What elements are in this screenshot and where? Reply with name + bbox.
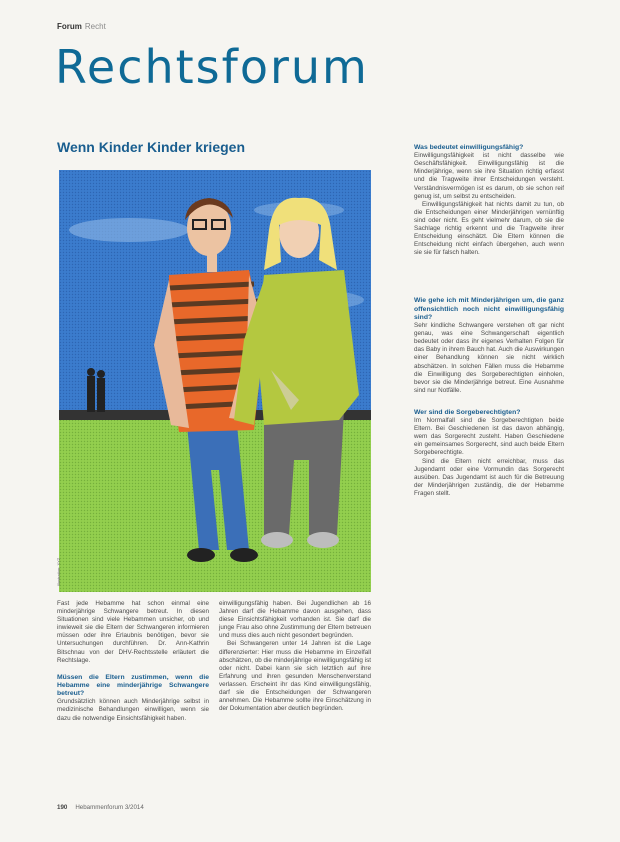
question-heading: Wer sind die Sorgeberechtigten? [414,408,521,416]
answer-paragraph: Einwilligungsfähigkeit hat nichts damit zu tun, ob die Entscheidungen einer Minderjährigen vernünftig sind oder nicht. Es geht vielmehr darum, ob sie die Sachlage richtig erkennt und die Tragweite ihrer Entscheidung einschätzt. Die Eltern können die Entscheidung nicht einfach übergehen, auch wenn sie sie für falsch halten. [414,200,564,257]
illustration [56,170,371,592]
question-heading: Was bedeutet einwilligungsfähig? [414,144,524,151]
section-label [57,22,106,31]
answer-paragraph: Grundsätzlich können auch Minderjährige selbst in medizinische Behandlungen einwilligen, wenn sie dazu die notwendige Einsichtsfähigkeit haben. [57,698,209,722]
question-heading: Müssen die Eltern zustimmen, wenn die Hebamme eine minderjährige Schwangere betreut? [57,673,209,698]
illustration-svg [59,170,371,592]
subsection-name: Recht [84,22,106,31]
page-footer [57,804,144,811]
answer-paragraph: Einwilligungsfähigkeit ist nicht dasselbe wie Geschäftsfähigkeit. Einwilligungsfähig ist die Minderjährige, wenn sie ihre Situation richtig erfasst und die Tragweite ihrer Entscheidungen versteht. Verständnisvermögen ist es darum, ob sie schon reif genug ist, um selbst zu entscheiden. [414,152,564,200]
cloud [69,218,189,242]
page-title: Rechtsforum [55,40,369,94]
answer-paragraph: Im Normalfall sind die Sorgeberechtigten beide Eltern. Bei Geschiedenen ist das davon abhängig, wem das Sorgerecht zusteht. Haben Geschiedene ein gemeinsames Sorgerecht, sind auch beide Eltern Sorgeberechtigte. [414,417,564,457]
article-headline: Wenn Kinder Kinder kriegen [57,139,245,155]
publication-name: Hebammenforum 3/2014 [75,804,144,811]
answer-paragraph: Sind die Eltern nicht erreichbar, muss das Jugendamt oder eine Vormundin das Sorgerecht ausüben. Das Jugendamt ist auch für die Betreuung der Minderjährigen zuständig, die der Hebamme Fragen stellt. [414,457,564,497]
middle-column [219,600,371,713]
illustration-credit: Illustration: XYZ [56,557,61,586]
intro-paragraph: Fast jede Hebamme hat schon einmal eine minderjährige Schwangere betreut. In diesen Situationen sind viele Hebammen unsicher, ob und inwieweit sie die Eltern der Schwangeren informieren müssen oder ihre Erlaubnis benötigen, bevor sie Untersuchungen durchführen. Dr. Ann-Kathrin Bitschnau von der DHV-Rechtsstelle erläutert die Rechtslage. [57,600,209,664]
answer-paragraph: einwilligungsfähig haben. Bei Jugendlichen ab 16 Jahren darf die Hebamme davon ausgehen, dass diese Einsichtsfähigkeit vorhanden ist. Sie darf die junge Frau also ohne Zustimmung der Eltern betreuen und muss dies auch nicht gesondert begründen. [219,600,371,640]
page-number: 190 [57,804,68,811]
section-name: Forum [57,22,82,31]
left-column [57,600,209,723]
answer-paragraph: Sehr kindliche Schwangere verstehen oft gar nicht genau, was eine Schwangerschaft eigentlich bedeutet oder dass ihr eigenes Verhalten Folgen für das Baby in ihrem Bauch hat. Auch die Auswirkungen einer Behandlung können sie nicht wirklich abschätzen. In solchen Fällen muss die Hebamme die Einwilligung des Sorgeberechtigten einholen, bevor sie die Minderjährige betreut. Eine Ausnahme sind nur Notfälle. [414,322,564,394]
question-heading: Wie gehe ich mit Minderjährigen um, die ganz offensichtlich noch nicht einwilligungsfähig sind? [414,297,564,321]
right-column [414,144,564,498]
answer-paragraph: Bei Schwangeren unter 14 Jahren ist die Lage differenzierter: Hier muss die Hebamme im Einzelfall abschätzen, ob die minderjährige einwilligungsfähig ist oder nicht. Dabei kann sie sich letztlich auf ihre Erfahrung und ihren gesunden Menschenverstand verlassen. Erscheint ihr das Kind einwilligungsfähig, darf sie die Entscheidungen der Schwangeren annehmen. Die Hebamme sollte ihre Einschätzung in der Dokumentation aber deutlich begründen. [219,640,371,713]
